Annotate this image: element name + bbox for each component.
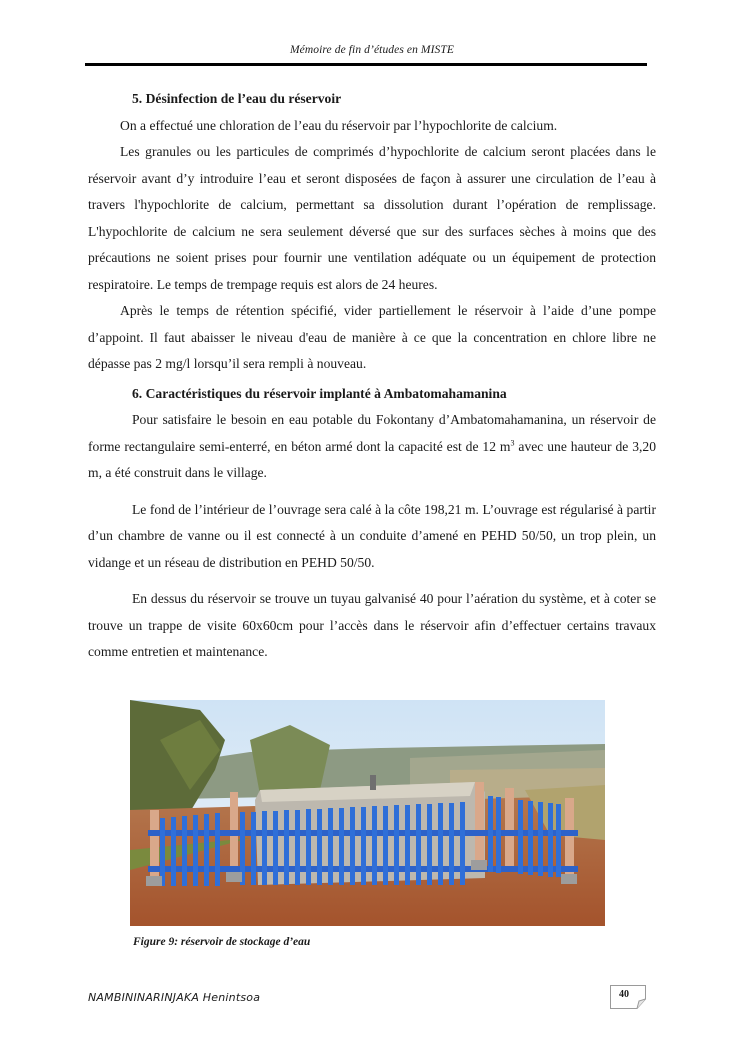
footer-author: NAMBININARINJAKA Henintsoa — [88, 991, 261, 1004]
paragraph: Après le temps de rétention spécifié, vider partiellement le réservoir à l’aide d’une pompe d’appoint. Il faut abaisser le niveau d'eau de manière à ce que la concentration en chlore libre ne dépasse pas 2 mg/l lorsqu’il sera rempli à nouveau. — [88, 303, 656, 371]
section-heading-6: 6. Caractéristiques du réservoir implanté à Ambatomahamanina — [132, 385, 507, 401]
paragraph — [88, 407, 656, 487]
superscript: 3 — [510, 437, 515, 447]
running-header: Mémoire de fin d’études en MISTE — [289, 44, 455, 56]
page-number-box — [610, 985, 646, 1009]
header-rule — [85, 63, 647, 66]
paragraph-text-end: avec une hauteur de 3,20 m, a été construit dans le village. — [88, 438, 656, 480]
document-body — [88, 86, 656, 666]
section-heading-5: 5. Désinfection de l’eau du réservoir — [132, 91, 342, 106]
paragraph: En dessus du réservoir se trouve un tuyau galvanisé 40 pour l’aération du système, et à coter se trouve un trappe de visite 60x60cm pour l’accès dans le réservoir afin d’effectuer certains travaux comme entretien et maintenance. — [88, 591, 656, 659]
page-number: 40 — [619, 989, 629, 1000]
paragraph-text: Pour satisfaire le besoin en eau potable du Fokontany d’Ambatomahamanina, un réservoir de forme rectangulaire semi-enterré, en béton armé dont la capacité est de 12 m — [88, 412, 656, 454]
paragraph: On a effectué une chloration de l’eau du réservoir par l’hypochlorite de calcium. — [120, 117, 558, 133]
reservoir-photo — [130, 700, 605, 926]
paragraph: Les granules ou les particules de comprimés d’hypochlorite de calcium seront placées dans le réservoir avant d’y introduire l’eau et seront disposées de façon à assurer une circulation de l’eau à travers l'hypochlorite de calcium, permettant sa dissolution durant l’opération de remplissage. L'hypochlorite de calcium ne sera seulement déversé que sur des surfaces sèches à moins que des précautions ne soient prises pour fournir une ventilation adéquate ou un équipement de protection respiratoire. Le temps de trempage requis est alors de 24 heures. — [88, 144, 656, 292]
figure-caption: Figure 9: réservoir de stockage d’eau — [133, 936, 311, 948]
paragraph: Le fond de l’intérieur de l’ouvrage sera calé à la côte 198,21 m. L’ouvrage est régularisé à partir d’un chambre de vanne ou il est connecté à un conduite d’amené en PEHD 50/50, un trop plein, un vidange et un réseau de distribution en PEHD 50/50. — [88, 501, 656, 570]
